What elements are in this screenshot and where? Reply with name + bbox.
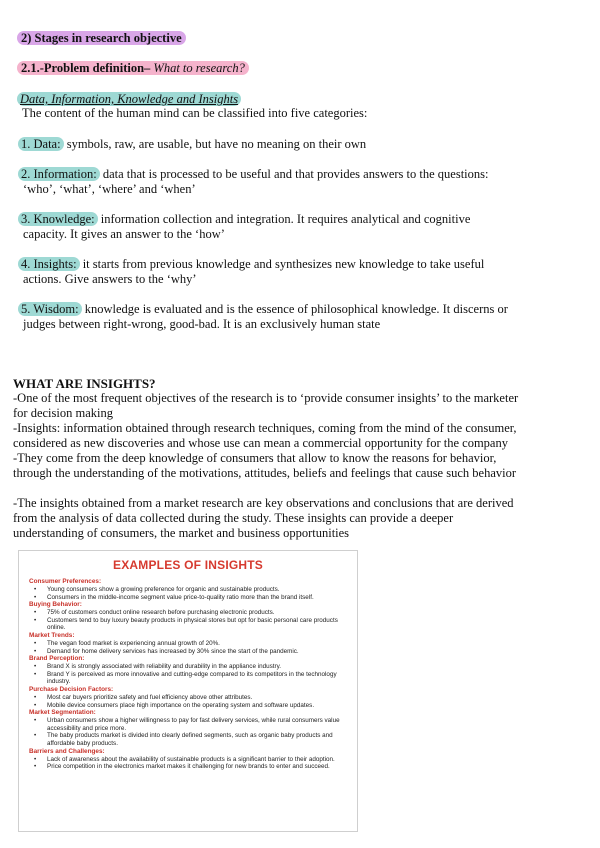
example-section-heading: Barriers and Challenges: bbox=[29, 747, 105, 755]
category-term: 3. Knowledge: bbox=[18, 212, 98, 226]
insights-paragraph-2: -The insights obtained from a market research are key observations and conclusions that are derived from the analysis of data collected during the study. These insights can provide a deeper understanding of consumers, the market and business opportunities bbox=[13, 496, 514, 540]
category-term: 4. Insights: bbox=[18, 257, 80, 271]
example-item: • Most car buyers prioritize safety and fuel efficiency above other attributes. bbox=[47, 694, 345, 702]
example-item: • Consumers in the middle-income segment value price-to-quality ratio more than the brand itself. bbox=[47, 594, 345, 602]
example-item: • Brand X is strongly associated with reliability and durability in the appliance industry. bbox=[47, 663, 345, 671]
example-section-heading: Buying Behavior: bbox=[29, 601, 82, 609]
example-item: • Price competition in the electronics market makes it challenging for new brands to enter and succeed. bbox=[47, 763, 345, 771]
example-item: • Customers tend to buy luxury beauty products in physical stores but opt for basic personal care products online. bbox=[47, 617, 345, 632]
example-section-heading: Purchase Decision Factors: bbox=[29, 685, 114, 693]
category-wisdom: 5. Wisdom: knowledge is evaluated and is the essence of philosophical knowledge. It discerns or judges between right-wrong, good-bad. It is an exclusively human state bbox=[18, 302, 508, 332]
example-item: • The baby products market is divided into clearly defined segments, such as organic baby products and affordable baby products. bbox=[47, 732, 345, 747]
category-data: 1. Data: symbols, raw, are usable, but have no meaning on their own bbox=[18, 137, 366, 152]
example-section-heading: Market Segmentation: bbox=[29, 709, 96, 717]
example-item: • 75% of customers conduct online research before purchasing electronic products. bbox=[47, 609, 345, 617]
example-item: • Demand for home delivery services has increased by 30% since the start of the pandemic. bbox=[47, 648, 345, 656]
subsection-question: What to research? bbox=[153, 61, 245, 75]
category-information: 2. Information: data that is processed to be useful and that provides answers to the questions: ‘who’, ‘what’, ‘where’ and ‘when’ bbox=[18, 167, 489, 197]
example-item: • Lack of awareness about the availability of sustainable products is a significant barrier to their adoption. bbox=[47, 756, 345, 764]
category-term: 1. Data: bbox=[18, 137, 64, 151]
category-insights: 4. Insights: it starts from previous knowledge and synthesizes new knowledge to take useful actions. Give answers to the ‘why’ bbox=[18, 257, 484, 287]
examples-of-insights-image bbox=[18, 550, 358, 832]
example-item: • Young consumers show a growing preference for organic and sustainable products. bbox=[47, 586, 345, 594]
insights-paragraph: -One of the most frequent objectives of the research is to ‘provide consumer insights’ to the marketer for decision making -Insights: information obtained through research techniques, coming from the mind of the consumer, considered as new discoveries and whose use can mean a commercial opportunity for the company -They come from the deep knowledge of consumers that allow to know the reasons for behavior, through the understanding of the motivations, attitudes, beliefs and feelings that cause such behavior bbox=[13, 391, 519, 480]
example-section-heading: Market Trends: bbox=[29, 631, 75, 639]
example-item: • Brand Y is perceived as more innovative and cutting-edge compared to its competitors in the technology industry. bbox=[47, 671, 345, 686]
dikw-title: Data, Information, Knowledge and Insights bbox=[17, 92, 241, 107]
subsection-heading bbox=[17, 61, 249, 76]
subsection-title: 2.1.-Problem definition– bbox=[21, 61, 151, 75]
example-item: • Mobile device consumers place high importance on the operating system and software updates. bbox=[47, 702, 345, 710]
insights-title: WHAT ARE INSIGHTS? bbox=[13, 376, 156, 391]
example-item: • The vegan food market is experiencing annual growth of 20%. bbox=[47, 640, 345, 648]
example-item: • Urban consumers show a higher willingness to pay for fast delivery services, while rural consumers value accessibility and price more. bbox=[47, 717, 345, 732]
examples-title: EXAMPLES OF INSIGHTS bbox=[112, 558, 263, 572]
example-section-heading: Consumer Preferences: bbox=[29, 578, 102, 585]
category-term: 2. Information: bbox=[18, 167, 100, 181]
section-heading: 2) Stages in research objective bbox=[17, 31, 186, 46]
example-section-heading: Brand Perception: bbox=[29, 655, 85, 663]
intro-text: The content of the human mind can be classified into five categories: bbox=[22, 106, 368, 120]
category-term: 5. Wisdom: bbox=[18, 302, 82, 316]
category-knowledge: 3. Knowledge: information collection and integration. It requires analytical and cognitive capacity. It gives an answer to the ‘how’ bbox=[18, 212, 470, 242]
